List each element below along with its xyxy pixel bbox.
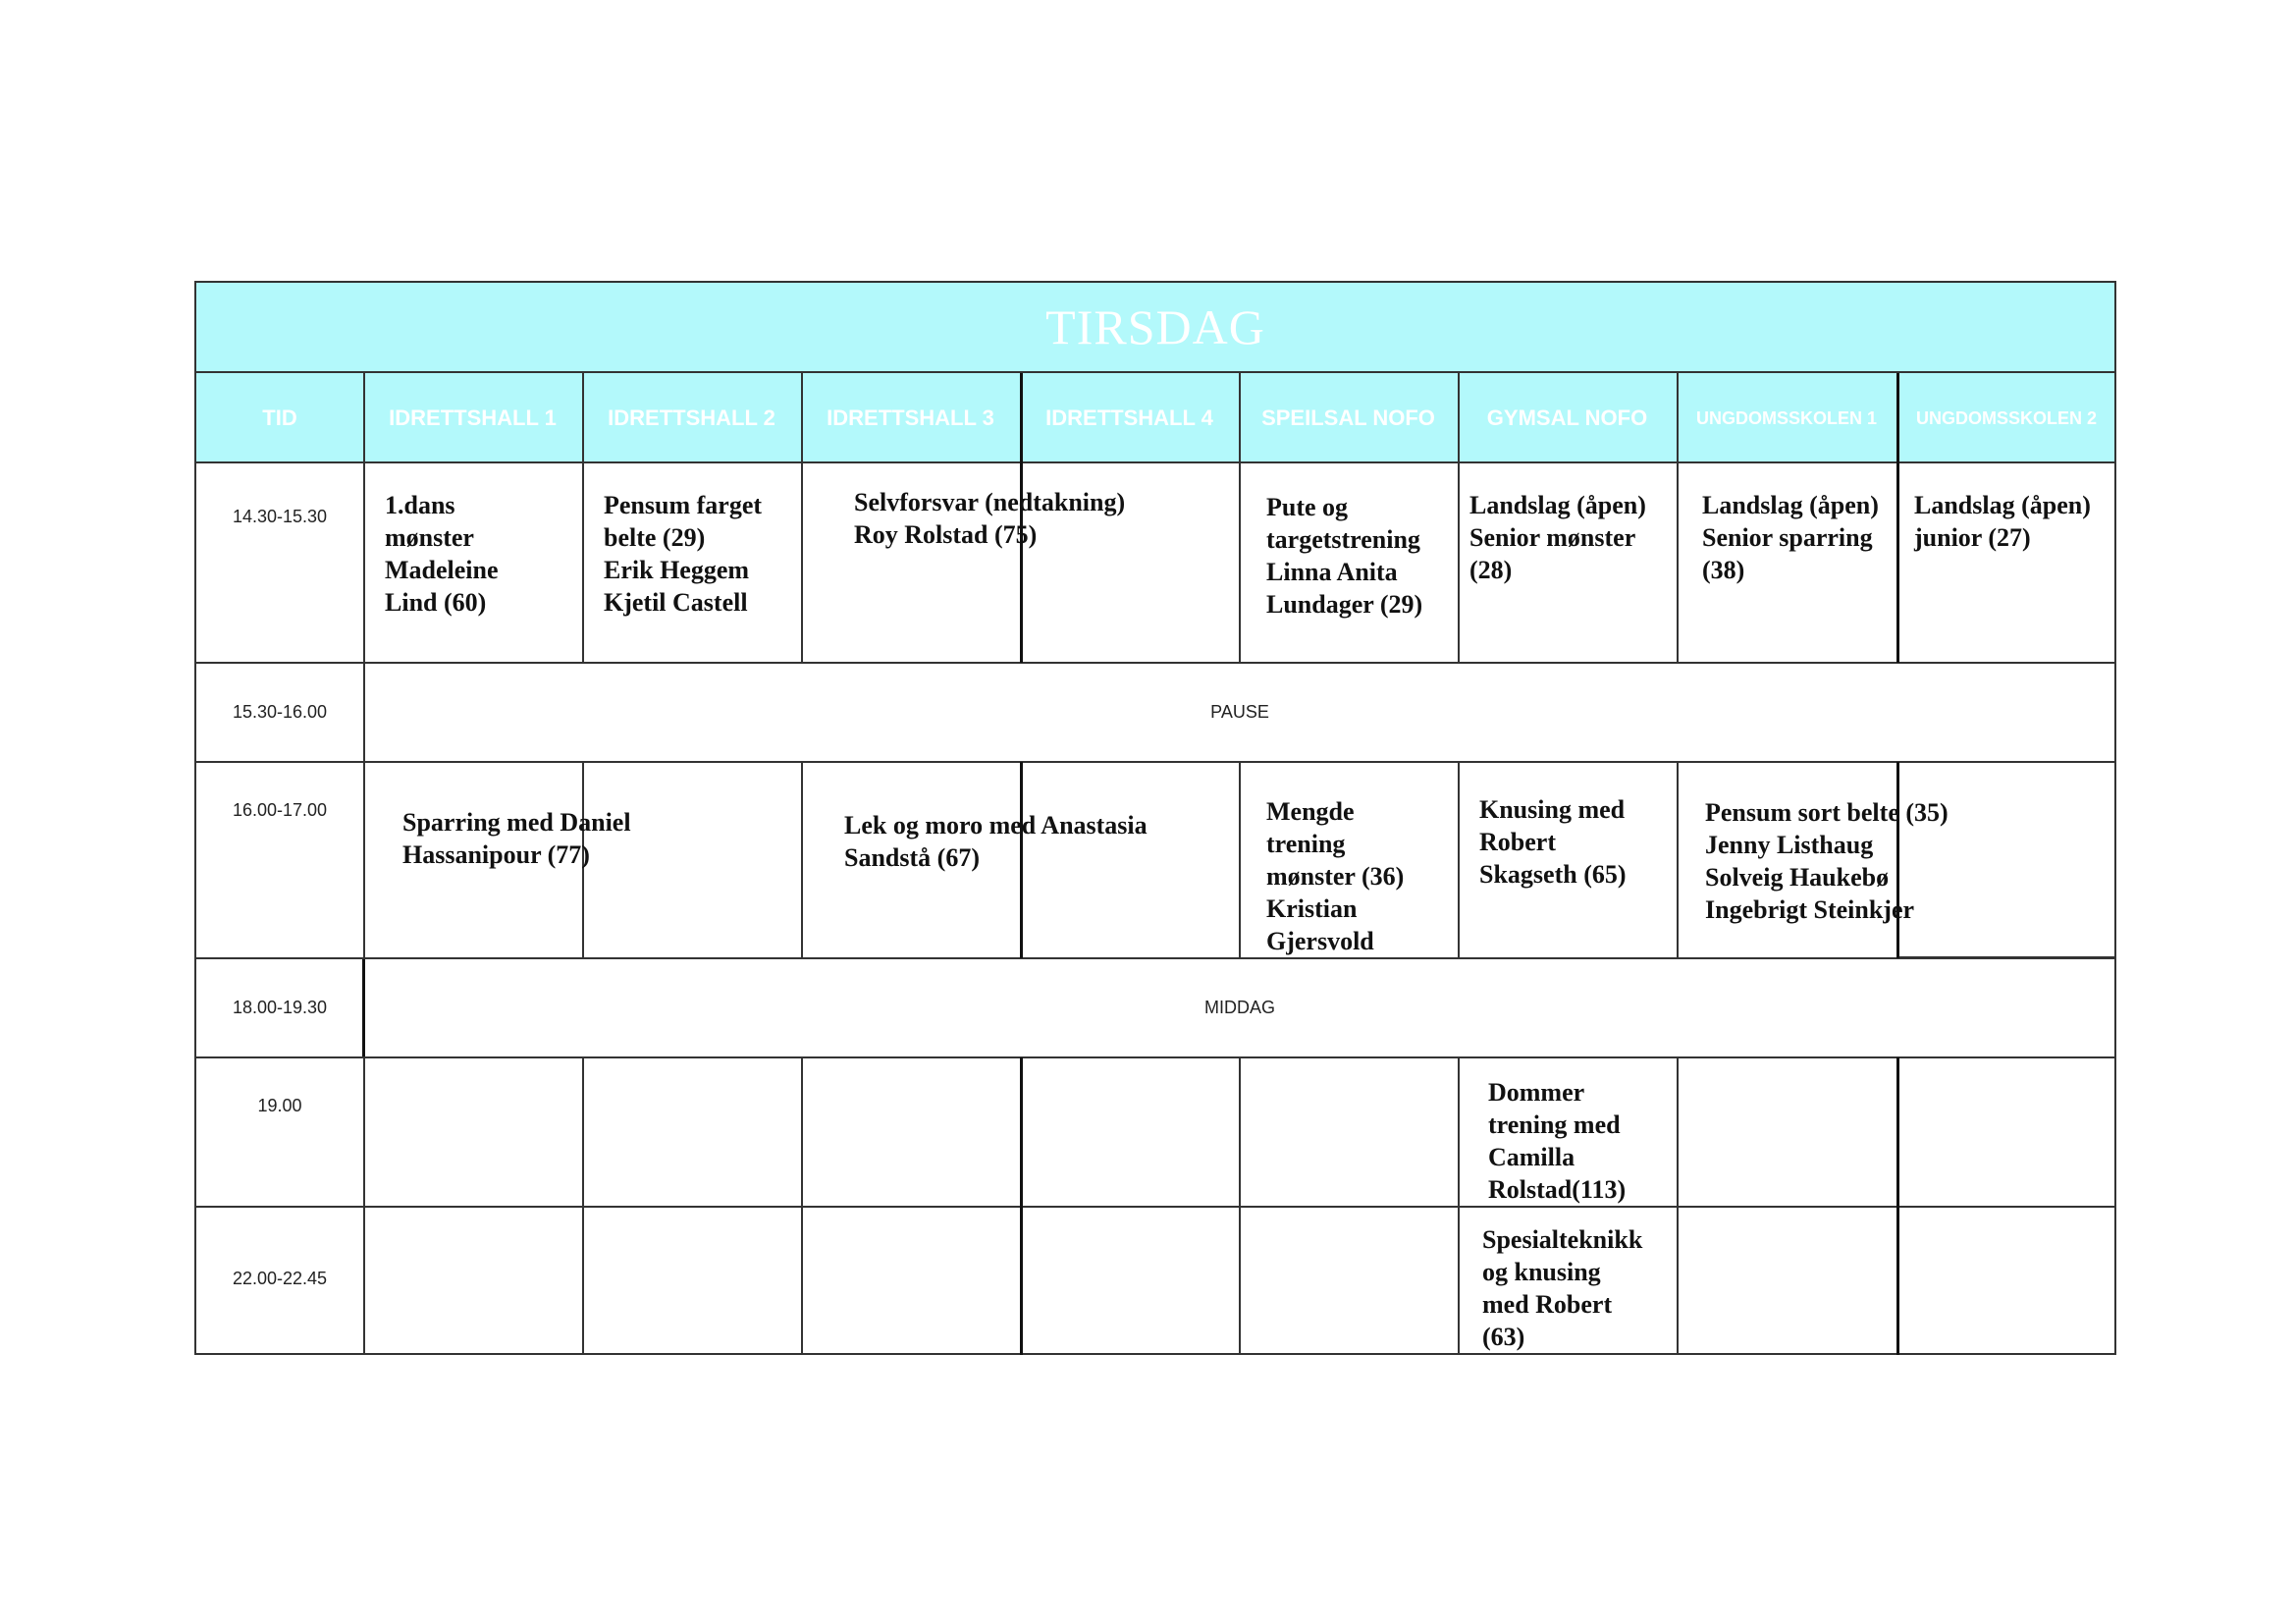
- schedule-table: [194, 281, 2116, 1355]
- session-entry-idrettshall-2: Pensum farget belte (29) Erik Heggem Kjetil Castell: [604, 491, 763, 617]
- column-divider: [363, 373, 365, 1355]
- column-divider: [582, 1057, 584, 1355]
- column-header-ungdomsskolen-2: UNGDOMSSKOLEN 2: [1915, 407, 2098, 428]
- column-divider: [1458, 762, 1460, 958]
- column-header-idrettshall-2: IDRETTSHALL 2: [608, 406, 775, 430]
- column-divider: [1239, 1057, 1241, 1355]
- column-divider: [1896, 1057, 1899, 1355]
- column-divider: [1239, 762, 1241, 958]
- column-divider: [1896, 373, 1899, 663]
- column-divider: [801, 1057, 803, 1355]
- column-divider: [1677, 762, 1679, 958]
- session-entry-gymsal: Landslag (åpen) Senior mønster (28): [1469, 491, 1646, 584]
- session-entry-speilsal: Pute og targetstrening Linna Anita Lundager (29): [1266, 493, 1423, 619]
- column-divider: [1458, 373, 1460, 663]
- column-header-gymsal-nofo: GYMSAL NOFO: [1486, 406, 1648, 430]
- row-divider: [196, 662, 2114, 664]
- page-title: TIRSDAG: [1045, 299, 1265, 354]
- session-entry-idrettshall-1: Sparring med Daniel Hassanipour (77): [402, 808, 631, 869]
- session-entry-gymsal: Spesialteknikk og knusing med Robert (63): [1482, 1225, 1643, 1351]
- row-divider: [196, 761, 2114, 763]
- column-divider: [801, 762, 803, 958]
- column-header-idrettshall-3: IDRETTSHALL 3: [827, 406, 994, 430]
- time-cell: 19.00: [257, 1096, 302, 1115]
- session-entry-idrettshall-1: 1.dans mønster Madeleine Lind (60): [385, 491, 499, 617]
- pause-banner: PAUSE: [1210, 702, 1269, 722]
- column-header-idrettshall-1: IDRETTSHALL 1: [389, 406, 557, 430]
- session-entry-idrettshall-3: Lek og moro med Anastasia Sandstå (67): [844, 811, 1148, 872]
- column-divider: [1677, 373, 1679, 663]
- title-band: [196, 283, 2114, 373]
- middag-banner: MIDDAG: [1204, 998, 1275, 1017]
- column-divider: [1020, 1057, 1023, 1355]
- column-header-tid: TID: [262, 406, 297, 430]
- session-entry-speilsal: Mengde trening mønster (36) Kristian Gjersvold: [1266, 797, 1405, 955]
- row-divider: [196, 1056, 2114, 1058]
- column-divider: [1458, 1057, 1460, 1355]
- session-entry-gymsal: Knusing med Robert Skagseth (65): [1479, 795, 1627, 889]
- row-divider: [196, 957, 2114, 959]
- time-cell: 14.30-15.30: [232, 507, 328, 526]
- column-divider: [582, 373, 584, 663]
- time-cell: 16.00-17.00: [232, 800, 328, 820]
- column-header-idrettshall-4: IDRETTSHALL 4: [1045, 406, 1213, 430]
- time-cell: 22.00-22.45: [232, 1269, 328, 1288]
- row-divider: [196, 1206, 2114, 1208]
- column-header-ungdomsskolen-1: UNGDOMSSKOLEN 1: [1695, 407, 1878, 428]
- session-entry-idrettshall-3: Selvforsvar (nedtakning) Roy Rolstad (75): [854, 488, 1126, 549]
- session-entry-ungdomsskolen-1: Landslag (åpen) Senior sparring (38): [1702, 491, 1879, 584]
- time-cell: 18.00-19.30: [232, 998, 328, 1017]
- column-divider: [1677, 1057, 1679, 1355]
- time-cell: 15.30-16.00: [232, 702, 328, 722]
- row-divider-heavy: [1896, 956, 2116, 958]
- column-header-row: [196, 373, 2114, 463]
- column-divider: [1239, 373, 1241, 663]
- session-entry-ungdomsskolen-1: Pensum sort belte (35) Jenny Listhaug Solveig Haukebø Ingebrigt Steinkjer: [1705, 798, 1949, 924]
- session-entry-ungdomsskolen-2: Landslag (åpen) junior (27): [1914, 491, 2091, 552]
- column-divider: [801, 373, 803, 663]
- column-header-speilsal-nofo: SPEILSAL NOFO: [1261, 406, 1435, 430]
- session-entry-gymsal: Dommer trening med Camilla Rolstad(113): [1488, 1078, 1627, 1204]
